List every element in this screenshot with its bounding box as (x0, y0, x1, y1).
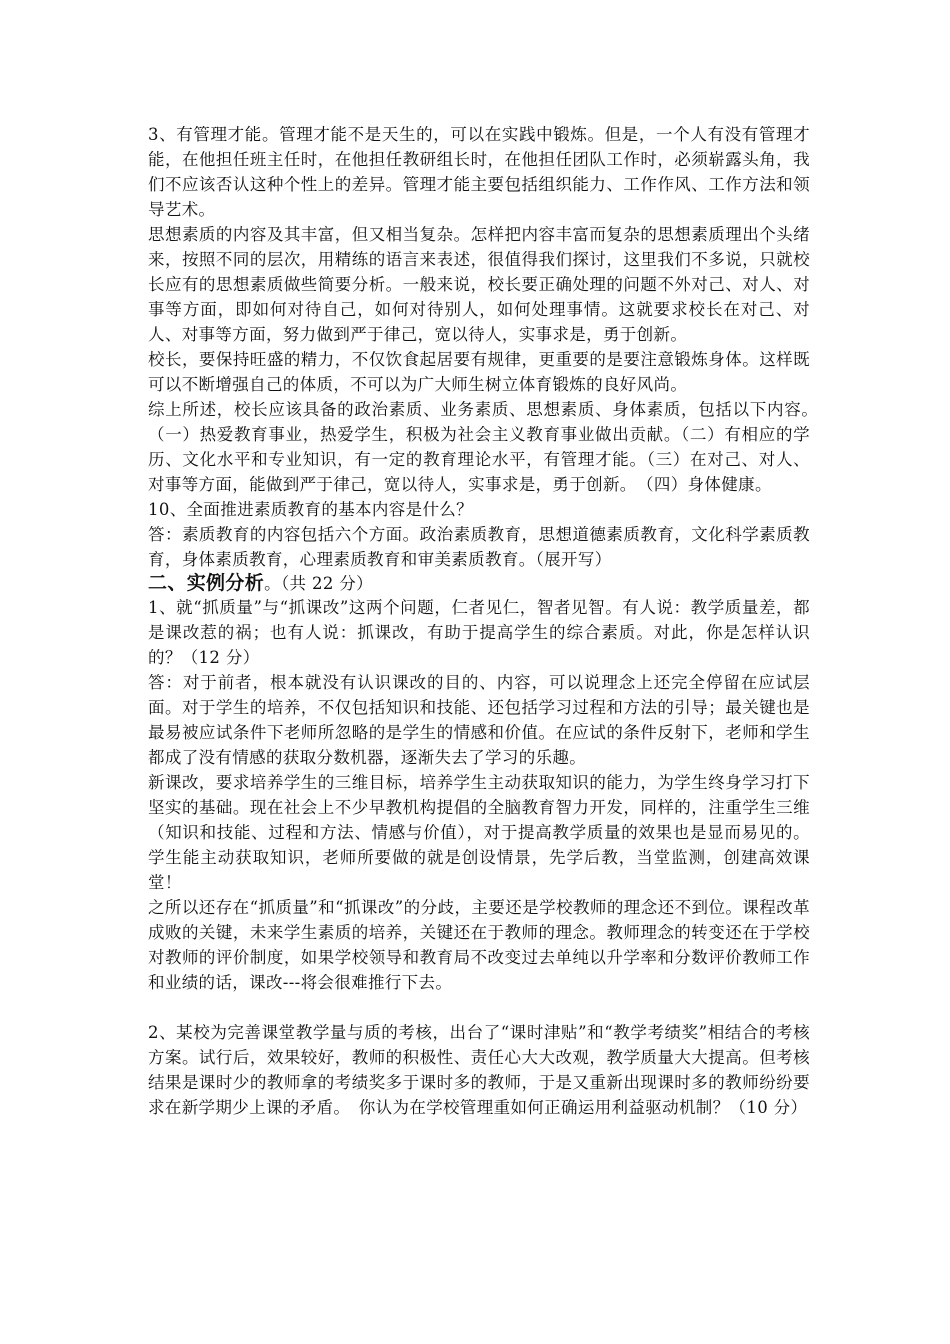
paragraph-ideological-quality: 思想素质的内容及其丰富，但又相当复杂。怎样把内容丰富而复杂的思想素质理出个头绪来，按照不同的层次，用精练的语言来表述，很值得我们探讨，这里我们不多说，只就校长应有的思想素质做些简要分析。一般来说，校长要正确处理的问题不外对己、对人、对事等方面，即如何对待自己，如何对待别人，如何处理事情。这就要求校长在对己、对人、对事等方面，努力做到严于律己，宽以待人，实事求是，勇于创新。 (148, 225, 810, 344)
case-answer-1-part-2: 新课改，要求培养学生的三维目标，培养学生主动获取知识的能力，为学生终身学习打下坚实的基础。现在社会上不少早教机构提倡的全脑教育智力开发，同样的，注重学生三维（知识和技能、过程和方法、情感与价值），对于提高教学质量的效果也是显而易见的。学生能主动获取知识，老师所要做的就是创设情景，先学后教，当堂监测，创建高效课堂！ (148, 773, 810, 892)
case-question-2: 2、某校为完善课堂教学量与质的考核，出台了“课时津贴”和“教学考绩奖”相结合的考核方案。试行后，效果较好，教师的积极性、责任心大大改观，教学质量大大提高。但考核结果是课时少的教师拿的考绩奖多于课时多的教师，于是又重新出现课时多的教师纷纷要求在新学期少上课的矛盾。 你认为在学校管理重如何正确运用利益驱动机制？（10 分） (148, 1023, 810, 1117)
case-question-1: 1、就“抓质量”与“抓课改”这两个问题，仁者见仁，智者见智。有人说：教学质量差，都是课改惹的祸；也有人说：抓课改，有助于提高学生的综合素质。对此，你是怎样认识的？（12 分） (148, 598, 810, 667)
section-heading-case-analysis (148, 572, 810, 595)
section-heading-title: 二、实例分析 (148, 572, 265, 594)
document-page (148, 122, 827, 1120)
blank-line (148, 995, 810, 1020)
case-answer-1-part-3: 之所以还存在“抓质量”和“抓课改”的分歧，主要还是学校教师的理念还不到位。课程改革成败的关键，未来学生素质的培养，关键还在于教师的理念。教师理念的转变还在于学校对教师的评价制度，如果学校领导和教育局不改变过去单纯以升学率和分数评价教师工作和业绩的话，课改---将会很难推行下去。 (148, 898, 810, 992)
question-10: 10、全面推进素质教育的基本内容是什么？ (148, 500, 473, 519)
section-heading-score: 。（共 22 分） (264, 574, 373, 593)
answer-10: 答：素质教育的内容包括六个方面。政治素质教育，思想道德素质教育，文化科学素质教育，身体素质教育，心理素质教育和审美素质教育。（展开写） (148, 525, 810, 569)
paragraph-management-talent: 3、有管理才能。管理才能不是天生的，可以在实践中锻炼。但是，一个人有没有管理才能，在他担任班主任时，在他担任教研组长时，在他担任团队工作时，必须崭露头角，我们不应该否认这种个性上的差异。管理才能主要包括组织能力、工作作风、工作方法和领导艺术。 (148, 125, 810, 219)
case-answer-1-part-1: 答：对于前者，根本就没有认识课改的目的、内容，可以说理念上还完全停留在应试层面。对于学生的培养，不仅包括知识和技能、还包括学习过程和方法的引导；最关键也是最易被应试条件下老师所忽略的是学生的情感和价值。在应试的条件反射下，老师和学生都成了没有情感的获取分数机器，逐渐失去了学习的乐趣。 (148, 673, 810, 767)
paragraph-physical-fitness: 校长，要保持旺盛的精力，不仅饮食起居要有规律，更重要的是要注意锻炼身体。这样既可以不断增强自己的体质，不可以为广大师生树立体育锻炼的良好风尚。 (148, 350, 810, 394)
paragraph-summary: 综上所述，校长应该具备的政治素质、业务素质、思想素质、身体素质，包括以下内容。 （一）热爱教育事业，热爱学生，积极为社会主义教育事业做出贡献。（二）有相应的学历、文化水平和专业知识，有一定的教育理论水平，有管理才能。（三）在对己、对人、对事等方面，能做到严于律己，宽以待人，实事求是，勇于创新。 （四）身体健康。 (148, 400, 827, 494)
